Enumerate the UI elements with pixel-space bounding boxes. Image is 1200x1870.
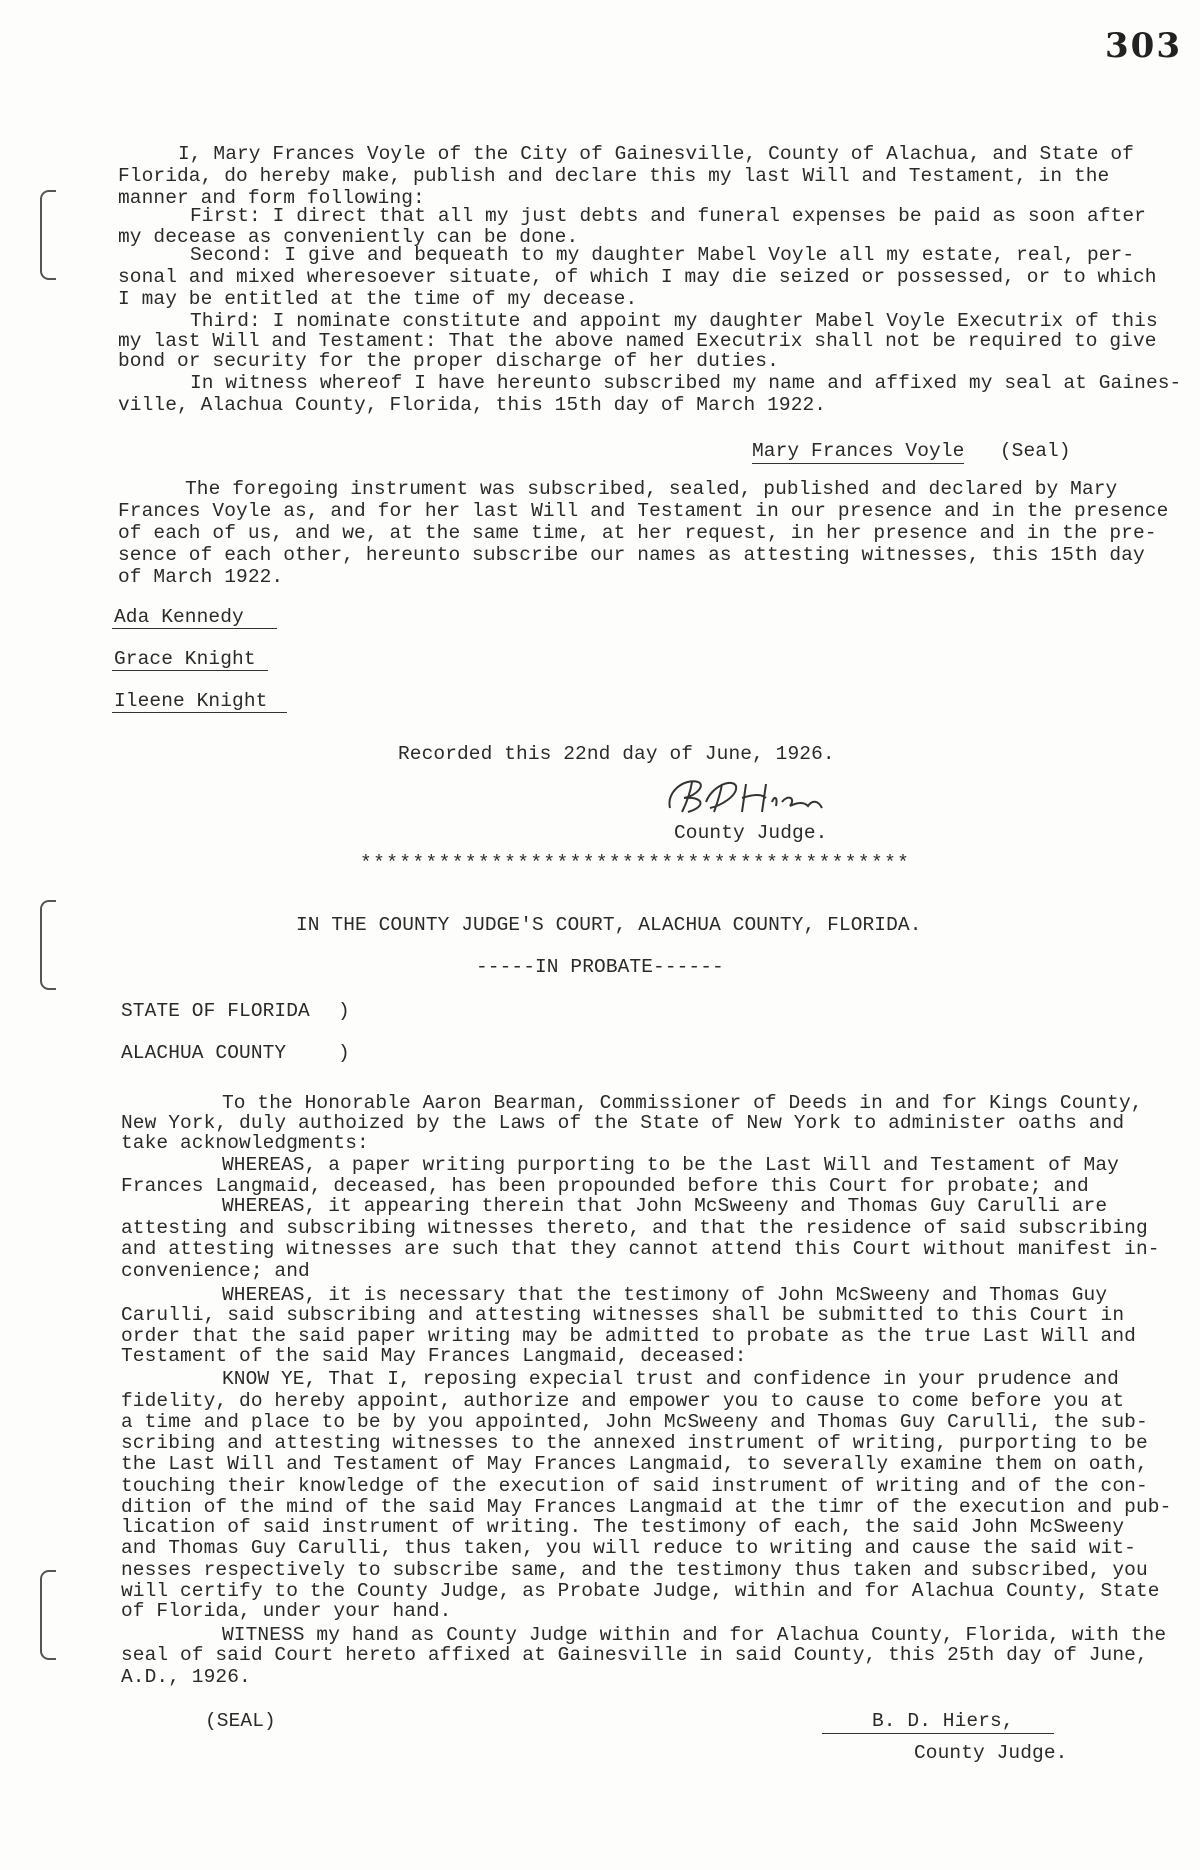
state-line: STATE OF FLORIDA <box>121 1000 310 1022</box>
recording-judge-title: County Judge. <box>674 822 828 844</box>
probate-heading: -----IN PROBATE------ <box>476 956 724 978</box>
witness-name: Ileene Knight <box>114 690 268 712</box>
will-line: Second: I give and bequeath to my daughter Mabel Voyle all my estate, real, per- <box>190 244 1135 266</box>
commission-line: the Last Will and Testament of May Frances Langmaid, to severally examine them on oath, <box>121 1453 1148 1475</box>
will-line: In witness whereof I have hereunto subscribed my name and affixed my seal at Gaines- <box>190 372 1182 394</box>
commission-line: WHEREAS, it appearing therein that John McSweeny and Thomas Guy Carulli are <box>222 1195 1108 1217</box>
page-number: 303 <box>1105 26 1182 66</box>
commission-line: WITNESS my hand as County Judge within and for Alachua County, Florida, with the <box>222 1624 1167 1646</box>
commission-line: a time and place to be by you appointed, John McSweeny and Thomas Guy Carulli, the sub- <box>121 1411 1148 1433</box>
commission-line: of Florida, under your hand. <box>121 1600 452 1622</box>
witness-name: Ada Kennedy <box>114 606 244 628</box>
binder-hole-bottom <box>40 1570 56 1660</box>
commission-line: and attesting witnesses are such that they cannot attend this Court without manifest in- <box>121 1238 1160 1260</box>
will-line: I may be entitled at the time of my decease. <box>118 288 638 310</box>
testator-name: Mary Frances Voyle <box>752 440 965 462</box>
attestation-line: of March 1922. <box>118 566 284 588</box>
court-heading: IN THE COUNTY JUDGE'S COURT, ALACHUA COUNTY, FLORIDA. <box>296 914 922 936</box>
county-paren: ) <box>338 1042 350 1064</box>
commission-line: fidelity, do hereby appoint, authorize and empower you to cause to come before you at <box>121 1390 1125 1412</box>
commission-line: WHEREAS, it is necessary that the testimony of John McSweeny and Thomas Guy <box>222 1284 1108 1306</box>
will-line: sonal and mixed wheresoever situate, of which I may die seized or possessed, or to which <box>118 266 1157 288</box>
commission-line: will certify to the County Judge, as Probate Judge, within and for Alachua County, State <box>121 1580 1160 1602</box>
will-line: I, Mary Frances Voyle of the City of Gainesville, County of Alachua, and State of <box>178 143 1134 165</box>
signer-title: County Judge. <box>914 1742 1068 1764</box>
will-line: my last Will and Testament: That the above named Executrix shall not be required to give <box>118 330 1157 352</box>
will-line: Third: I nominate constitute and appoint my daughter Mabel Voyle Executrix of this <box>190 310 1158 332</box>
county-line: ALACHUA COUNTY <box>121 1042 287 1064</box>
separator-line: ****************************************** <box>360 852 911 874</box>
commission-line: touching their knowledge of the execution of said instrument of writing and of the con- <box>121 1475 1148 1497</box>
binder-hole-top <box>40 190 56 280</box>
attestation-line: of each of us, and we, at the same time, at her request, in her presence and in the pre- <box>118 522 1157 544</box>
commission-line: WHEREAS, a paper writing purporting to be the Last Will and Testament of May <box>222 1154 1119 1176</box>
commission-line: seal of said Court hereto affixed at Gainesville in said County, this 25th day of June, <box>121 1644 1148 1666</box>
commission-line: Frances Langmaid, deceased, has been propounded before this Court for probate; and <box>121 1175 1089 1197</box>
will-line: First: I direct that all my just debts and funeral expenses be paid as soon after <box>190 205 1146 227</box>
commission-line: order that the said paper writing may be admitted to probate as the true Last Will and <box>121 1325 1136 1347</box>
state-paren: ) <box>338 1000 350 1022</box>
commission-line: convenience; and <box>121 1260 310 1282</box>
commission-line: KNOW YE, That I, reposing expecial trust and confidence in your prudence and <box>222 1368 1119 1390</box>
seal-label: (Seal) <box>999 440 1071 462</box>
will-line: Florida, do hereby make, publish and declare this my last Will and Testament, in the <box>118 165 1110 187</box>
binder-hole-middle <box>40 900 56 990</box>
commission-line: A.D., 1926. <box>121 1666 251 1688</box>
testator-signature <box>752 440 1071 462</box>
commission-line: Testament of the said May Frances Langmaid, deceased: <box>121 1345 747 1367</box>
commission-line: Carulli, said subscribing and attesting witnesses shall be submitted to this Court in <box>121 1304 1125 1326</box>
attestation-line: sence of each other, hereunto subscribe our names as attesting witnesses, this 15th day <box>118 544 1145 566</box>
attestation-line: The foregoing instrument was subscribed, sealed, published and declared by Mary <box>185 478 1118 500</box>
court-seal-label: (SEAL) <box>205 1710 276 1732</box>
attestation-line: Frances Voyle as, and for her last Will and Testament in our presence and in the presence <box>118 500 1169 522</box>
will-line: ville, Alachua County, Florida, this 15th day of March 1922. <box>118 394 827 416</box>
signer-name: B. D. Hiers, <box>872 1710 1014 1732</box>
witness-name: Grace Knight <box>114 648 256 670</box>
will-line: bond or security for the proper discharge of her duties. <box>118 350 779 372</box>
commission-line: dition of the mind of the said May Frances Langmaid at the timr of the execution and pub- <box>121 1496 1172 1518</box>
signature-line <box>822 1733 1054 1734</box>
commission-line: take acknowledgments: <box>121 1132 369 1154</box>
commission-line: scribing and attesting witnesses to the annexed instrument of writing, purporting to be <box>121 1432 1148 1454</box>
witness-line <box>112 712 287 713</box>
will-line: my decease as conveniently can be done. <box>118 226 579 248</box>
judge-signature <box>662 772 832 820</box>
witness-line <box>112 628 277 629</box>
recorded-line: Recorded this 22nd day of June, 1926. <box>398 743 835 765</box>
will-line: manner and form following: <box>118 187 425 209</box>
commission-line: attesting and subscribing witnesses thereto, and that the residence of said subscribing <box>121 1217 1148 1239</box>
witness-line <box>112 670 268 671</box>
commission-line: and Thomas Guy Carulli, thus taken, you will reduce to writing and cause the said wit- <box>121 1537 1136 1559</box>
commission-line: New York, duly authoized by the Laws of the State of New York to administer oaths and <box>121 1112 1125 1134</box>
commission-line: nesses respectively to subscribe same, and the testimony thus taken and subscribed, you <box>121 1559 1148 1581</box>
commission-line: To the Honorable Aaron Bearman, Commissioner of Deeds in and for Kings County, <box>222 1092 1143 1114</box>
commission-line: lication of said instrument of writing. The testimony of each, the said John McSweeny <box>121 1516 1125 1538</box>
